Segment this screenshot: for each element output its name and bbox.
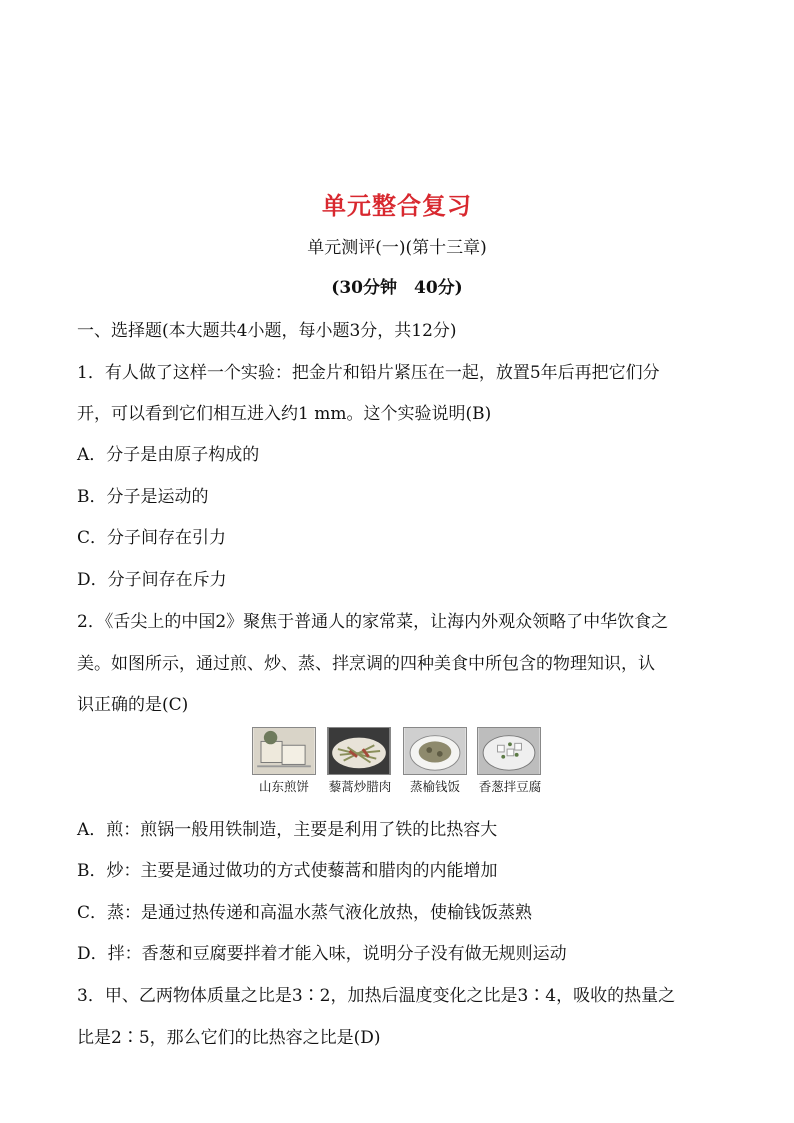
q1-option-d: D．分子间存在斥力 [77,570,227,590]
caption-tofu: 香葱拌豆腐 [478,779,542,794]
stir-fry-photo [327,727,391,775]
caption-steamed-rice: 蒸榆钱饭 [409,779,460,794]
q3-stem-line2: 比是2∶5，那么它们的比热容之比是(D) [77,1028,381,1048]
q1-option-b: B．分子是运动的 [77,487,209,507]
caption-stir-fry: 藜蒿炒腊肉 [328,779,392,794]
q2-stem-line3: 识正确的是(C) [77,695,189,715]
q1-stem-line1: 1．有人做了这样一个实验：把金片和铅片紧压在一起，放置5年后再把它们分 [77,363,660,383]
q2-stem-line2: 美。如图所示，通过煎、炒、蒸、拌烹调的四种美食中所包含的物理知识，认 [77,654,655,674]
q2-stem-line1: 2．《舌尖上的中国2》聚焦于普通人的家常菜，让海内外观众领略了中华饮食之 [77,612,669,632]
steamed-rice-photo [403,727,467,775]
q1-option-c: C．分子间存在引力 [77,528,227,548]
food-figure [250,727,550,797]
unit-review-title: 单元整合复习 [322,192,472,220]
caption-shandong-pancake: 山东煎饼 [258,779,309,794]
q2-option-d: D．拌：香葱和豆腐要拌着才能入味，说明分子没有做无规则运动 [77,944,567,964]
test-subtitle: 单元测评(一)(第十三章) [307,238,487,258]
q2-option-a: A．煎：煎锅一般用铁制造，主要是利用了铁的比热容大 [77,820,498,840]
shandong-pancake-photo [252,727,316,775]
tofu-scallion-photo [477,727,541,775]
section-heading-choice: 一、选择题(本大题共4小题，每小题3分，共12分) [77,321,457,341]
time-and-score: (30分钟 40分) [331,278,463,298]
q1-stem-line2: 开，可以看到它们相互进入约1 mm。这个实验说明(B) [77,404,492,424]
q2-option-c: C．蒸：是通过热传递和高温水蒸气液化放热，使榆钱饭蒸熟 [77,903,533,923]
q3-stem-line1: 3．甲、乙两物体质量之比是3∶2，加热后温度变化之比是3∶4，吸收的热量之 [77,986,676,1006]
q2-option-b: B．炒：主要是通过做功的方式使藜蒿和腊肉的内能增加 [77,861,498,881]
q1-option-a: A．分子是由原子构成的 [77,445,260,465]
